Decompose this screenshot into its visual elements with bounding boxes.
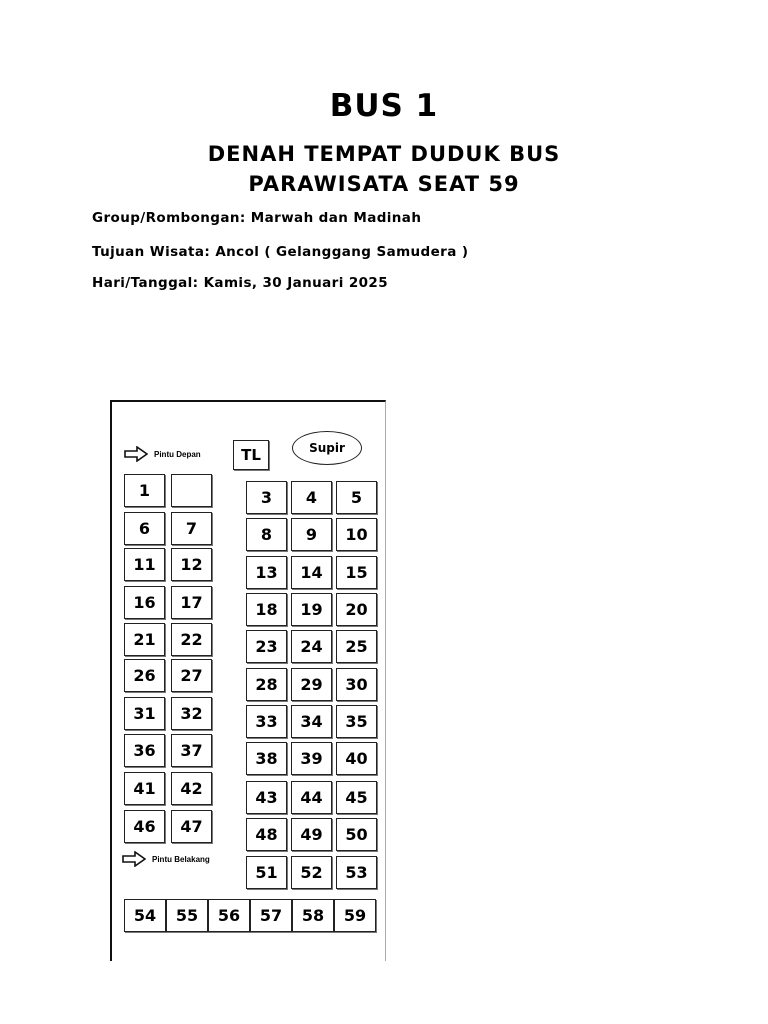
seat-50: 50	[336, 818, 377, 851]
seat-23: 23	[246, 630, 287, 663]
seat-40: 40	[336, 742, 377, 775]
date-info: Hari/Tanggal: Kamis, 30 Januari 2025	[92, 275, 389, 291]
tour-leader-seat: TL	[233, 440, 269, 470]
seat-43: 43	[246, 781, 287, 814]
seat-4: 4	[291, 481, 332, 514]
seat-56: 56	[208, 899, 250, 932]
seat-54: 54	[124, 899, 166, 932]
seat-34: 34	[291, 705, 332, 738]
seat-31: 31	[124, 697, 165, 730]
seat-plan	[110, 400, 386, 961]
seat-46: 46	[124, 810, 165, 843]
seat-49: 49	[291, 818, 332, 851]
destination-info: Tujuan Wisata: Ancol ( Gelanggang Samudera )	[92, 244, 469, 260]
seat-1: 1	[124, 474, 165, 507]
seat-48: 48	[246, 818, 287, 851]
seat-17: 17	[171, 586, 212, 619]
seat-24: 24	[291, 630, 332, 663]
driver-seat: Supir	[292, 431, 362, 465]
seat-44: 44	[291, 781, 332, 814]
page-title: BUS 1	[329, 88, 439, 124]
rear-door	[122, 851, 210, 867]
seat-27: 27	[171, 659, 212, 692]
seat-5: 5	[336, 481, 377, 514]
seat-58: 58	[292, 899, 334, 932]
seat-51: 51	[246, 856, 287, 889]
seat-9: 9	[291, 518, 332, 551]
seat-30: 30	[336, 668, 377, 701]
seat-39: 39	[291, 742, 332, 775]
seat-36: 36	[124, 734, 165, 767]
seat-18: 18	[246, 593, 287, 626]
seat-15: 15	[336, 556, 377, 589]
seat-10: 10	[336, 518, 377, 551]
seat-14: 14	[291, 556, 332, 589]
subtitle-line-1: DENAH TEMPAT DUDUK BUS	[207, 142, 561, 166]
seat-6: 6	[124, 512, 165, 545]
seat-47: 47	[171, 810, 212, 843]
seat-55: 55	[166, 899, 208, 932]
seat-53: 53	[336, 856, 377, 889]
seat-12: 12	[171, 548, 212, 581]
seat-19: 19	[291, 593, 332, 626]
seat-28: 28	[246, 668, 287, 701]
rear-door-label: Pintu Belakang	[152, 854, 210, 864]
front-door-label: Pintu Depan	[154, 449, 201, 459]
seat-21: 21	[124, 623, 165, 656]
seat-32: 32	[171, 697, 212, 730]
seat-26: 26	[124, 659, 165, 692]
seat-22: 22	[171, 623, 212, 656]
seat-45: 45	[336, 781, 377, 814]
seat-11: 11	[124, 548, 165, 581]
seat-3: 3	[246, 481, 287, 514]
seat-20: 20	[336, 593, 377, 626]
subtitle-line-2: PARAWISATA SEAT 59	[248, 172, 520, 196]
seat-7: 7	[171, 512, 212, 545]
seat-38: 38	[246, 742, 287, 775]
seat-42: 42	[171, 772, 212, 805]
seat-52: 52	[291, 856, 332, 889]
seat-16: 16	[124, 586, 165, 619]
seat-41: 41	[124, 772, 165, 805]
seat-37: 37	[171, 734, 212, 767]
arrow-right-icon	[122, 851, 146, 867]
seat-59: 59	[334, 899, 376, 932]
group-info: Group/Rombongan: Marwah dan Madinah	[92, 210, 422, 226]
seat-8: 8	[246, 518, 287, 551]
seat-29: 29	[291, 668, 332, 701]
arrow-right-icon	[124, 446, 148, 462]
seat-empty	[171, 474, 212, 507]
seat-33: 33	[246, 705, 287, 738]
seat-13: 13	[246, 556, 287, 589]
seat-57: 57	[250, 899, 292, 932]
seat-35: 35	[336, 705, 377, 738]
seat-25: 25	[336, 630, 377, 663]
front-door	[124, 446, 201, 462]
